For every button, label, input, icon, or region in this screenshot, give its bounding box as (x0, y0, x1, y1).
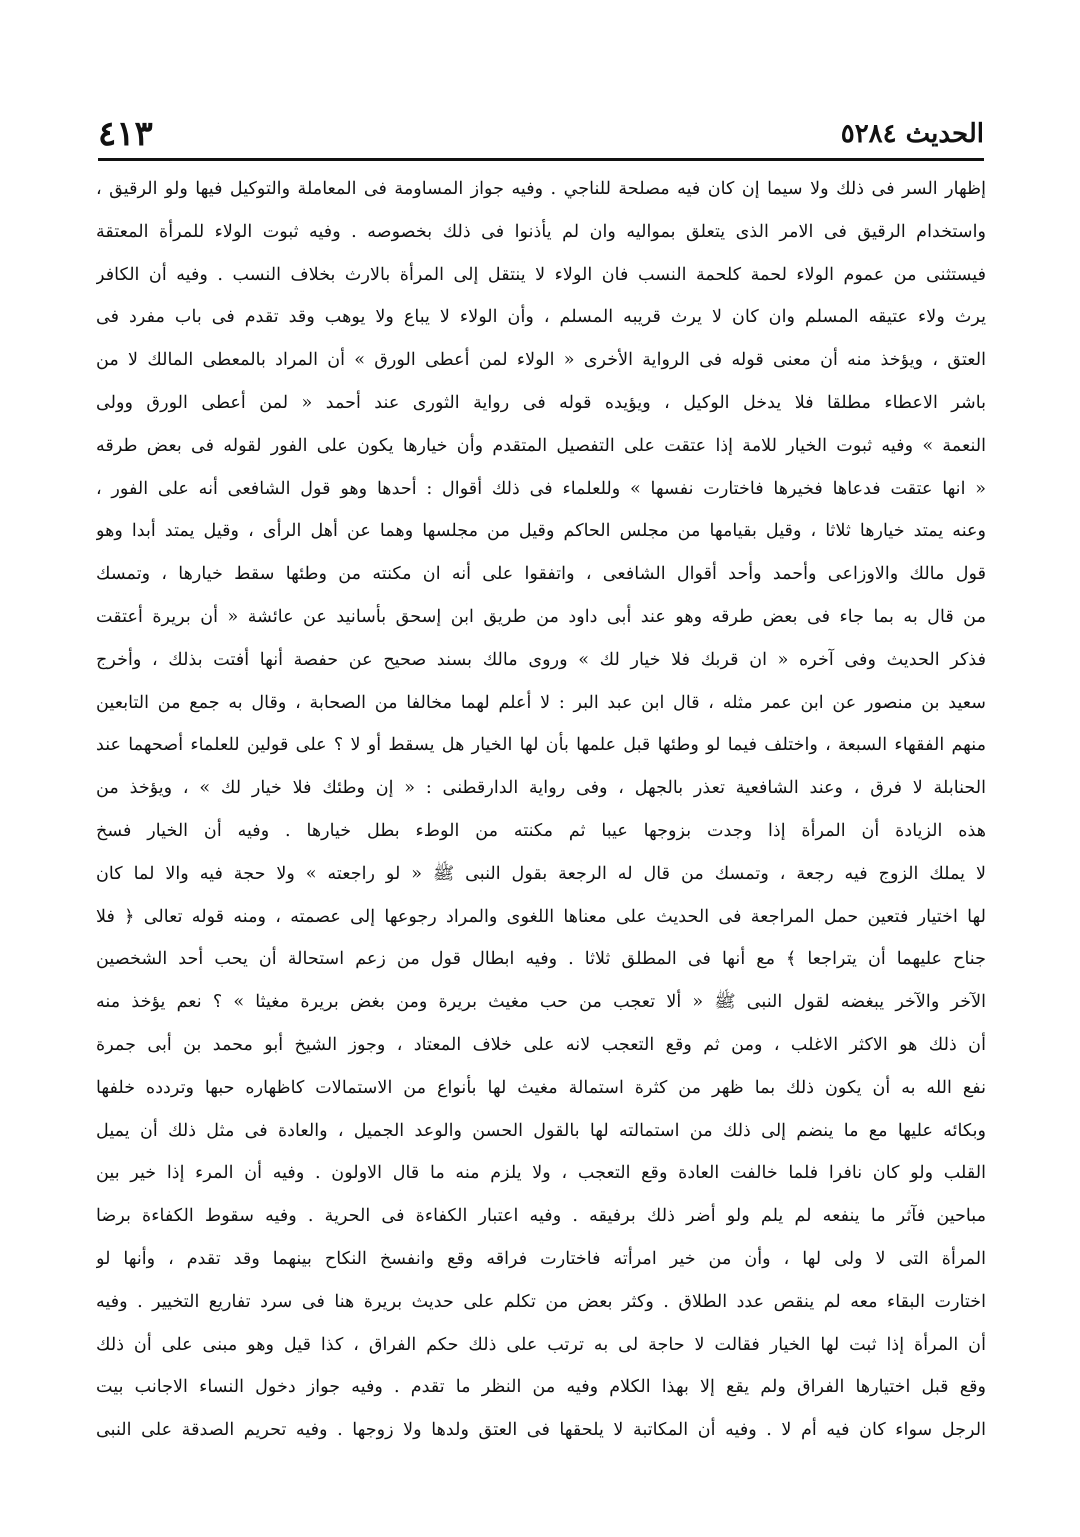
page-number: ٤١٣ (98, 114, 153, 154)
text-line: الرجل سواء كان فيه أم لا . وفيه أن المكاتبة لا يلحقها فى العتق ولدها ولا زوجها . وفيه تحريم الصدقة على النبى (96, 1420, 986, 1441)
text-line: من قال به بما جاء فى بعض طرقه وهو عند أبى داود من طريق ابن إسحق بأسانيد عن عائشة « أن بريرة أعتقت (96, 606, 986, 627)
text-line: القلب ولو كان نافرا فلما خالفت العادة وقع التعجب ، ولا يلزم منه ما قال الاولون . وفيه أن المرء إذا خير بين (96, 1163, 986, 1184)
text-line: فذكر الحديث وفى آخره « ان قربك فلا خيار لك » وروى مالك بسند صحيح عن حفصة أنها أفتت بذلك ، وأخرج (96, 649, 986, 670)
text-line: المرأة التى لا ولى لها ، وأن من خير امرأته فاختارت فراقه وقع وانفسخ النكاح بينهما وقد تقدم ، وأنها لو (96, 1248, 986, 1269)
text-line: أن المرأة إذا ثبت لها الخيار فقالت لا حاجة لى به ترتب على ذلك حكم الفراق ، كذا قيل وهو مبنى على أن ذلك (96, 1334, 986, 1355)
text-line: سعيد بن منصور عن ابن عمر مثله ، قال ابن عبد البر : لا أعلم لهما مخالفا من الصحابة ، وقال به جمع من التابعين (96, 692, 986, 713)
text-line: مباحين فآثر ما ينفعه لم يلم ولو أضر ذلك برفيقه . وفيه اعتبار الكفاءة فى الحرية . وفيه سقوط الكفاءة برضا (96, 1206, 986, 1227)
body-text (96, 168, 986, 1452)
text-line: واستخدام الرقيق فى الامر الذى يتعلق بمواليه وان لم يأذنوا فى ذلك بخصوصه . وفيه ثبوت الولاء للمرأة المعتقة (96, 221, 986, 242)
text-line: اختارت البقاء معه لم ينقص عدد الطلاق . وكثر بعض من تكلم على حديث بريرة هنا فى سرد تفاريع التخيير . وفيه (96, 1291, 986, 1312)
text-line: الحنابلة لا فرق ، وعند الشافعية تعذر بالجهل ، وفى رواية الدارقطنى : « إن وطئك فلا خيار لك » ، ويؤخذ من (96, 778, 986, 799)
text-line: لها اختيار فتعين حمل المراجعة فى الحديث على معناها اللغوى والمراد رجوعها إلى عصمته ، ومنه قوله تعالى ﴿ فلا (96, 906, 986, 927)
text-line: وعنه يمتد خيارها ثلاثا ، وقيل بقيامها من مجلس الحاكم وقيل من مجلسها وهما عن أهل الرأى ، وقيل يمتد أبدا وهو (96, 521, 986, 542)
text-line: يرث ولاء عتيقه المسلم وان كان لا يرث قريبه المسلم ، وأن الولاء لا يباع ولا يوهب وقد تقدم فى باب مفرد فى (96, 307, 986, 328)
text-line: هذه الزيادة أن المرأة إذا وجدت بزوجها عيبا ثم مكنته من الوطء بطل خيارها . وفيه أن الخيار فسخ (96, 820, 986, 841)
text-line: أن ذلك هو الاكثر الاغلب ، ومن ثم وقع التعجب لانه على خلاف المعتاد ، وجوز الشيخ أبو محمد بن أبى جمرة (96, 1034, 986, 1055)
text-line: وقع قبل اختيارها الفراق ولم يقع إلا بهذا الكلام وفيه من النظر ما تقدم . وفيه جواز دخول النساء الاجانب بيت (96, 1377, 986, 1398)
header-rule (98, 158, 984, 161)
text-line: قول مالك والاوزاعى وأحمد وأحد أقوال الشافعى ، واتفقوا على أنه ان مكنته من وطئها سقط خيارها ، وتمسك (96, 564, 986, 585)
text-line: نفع الله به أن يكون ذلك بما ظهر من كثرة استمالة مغيث لها بأنواع من الاستمالات كاظهاره حبها وتردده خلفها (96, 1077, 986, 1098)
text-line: « انها عتقت فدعاها فخيرها فاختارت نفسها » وللعلماء فى ذلك أقوال : أحدها وهو قول الشافعى أنه على الفور ، (96, 478, 986, 499)
page-header (98, 108, 984, 154)
text-line: النعمة » وفيه ثبوت الخيار للامة إذا عتقت على التفصيل المتقدم وأن خيارها يكون على الفور لقوله فى بعض طرقه (96, 435, 986, 456)
text-line: الآخر والآخر يبغضه لقول النبى ﷺ « ألا تعجب من حب مغيث بريرة ومن بغض بريرة مغيثا » ؟ نعم يؤخذ منه (96, 992, 986, 1013)
text-line: العتق ، ويؤخذ منه أن معنى قوله فى الرواية الأخرى « الولاء لمن أعطى الورق » أن المراد بالمعطى المالك لا من (96, 350, 986, 371)
text-line: إظهار السر فى ذلك ولا سيما إن كان فيه مصلحة للناجي . وفيه جواز المساومة فى المعاملة والتوكيل فيها ولو الرقيق ، (96, 179, 986, 199)
running-title: الحديث ٥٢٨٤ (840, 119, 984, 149)
text-line: باشر الاعطاء مطلقا فلا يدخل الوكيل ، ويؤيده قوله فى رواية الثورى عند أحمد « لمن أعطى الورق وولى (96, 392, 986, 413)
text-line: فيستثنى من عموم الولاء لحمة كلحمة النسب فان الولاء لا ينتقل إلى المرأة بالارث بخلاف النسب . وفيه أن الكافر (96, 264, 986, 285)
text-line: وبكائه عليها مع ما ينضم إلى ذلك من استمالته لها بالقول الحسن والوعد الجميل ، والعادة فى مثل ذلك أن يميل (96, 1120, 986, 1141)
text-line: جناح عليهما أن يتراجعا ﴾ مع أنها فى المطلق ثلاثا . وفيه ابطال قول من زعم استحالة أن يحب أحد الشخصين (96, 949, 986, 970)
text-line: لا يملك الزوج فيه رجعة ، وتمسك من قال له الرجعة بقول النبى ﷺ « لو راجعته » ولا حجة فيه والا لما كان (96, 863, 986, 884)
text-line: منهم الفقهاء السبعة ، واختلف فيما لو وطئها قبل علمها بأن لها الخيار هل يسقط أو لا ؟ على قولين للعلماء أصحهما عند (96, 735, 986, 756)
